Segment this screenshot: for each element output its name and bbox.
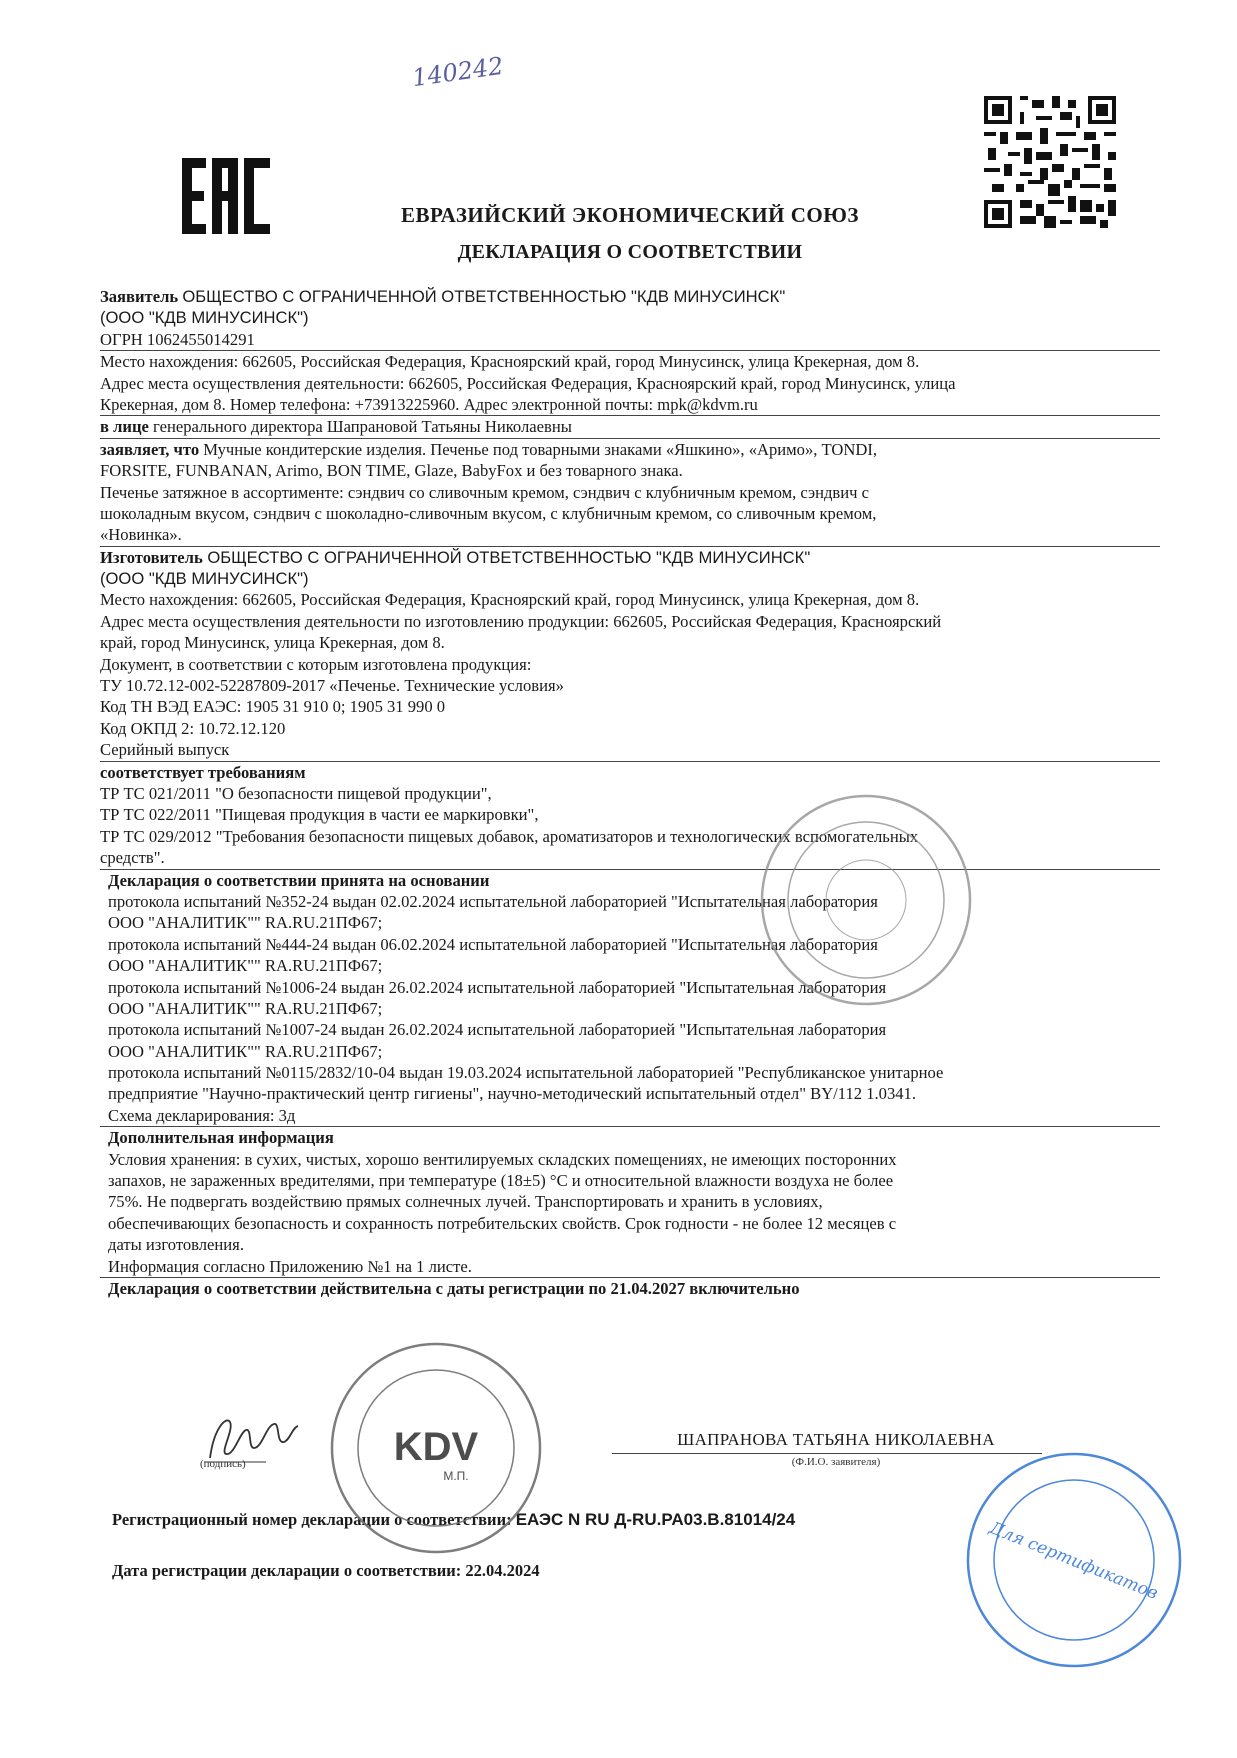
manufacturer-short: (ООО "КДВ МИНУСИНСК") — [100, 569, 309, 589]
certification-stamp-icon — [756, 790, 976, 1010]
applicant-ogrn: ОГРН 1062455014291 — [100, 329, 1160, 351]
basis-line-6: ООО "АНАЛИТИК"" RA.RU.21ПФ67; — [108, 998, 383, 1018]
name-caption: (Ф.И.О. заявителя) — [791, 1456, 881, 1468]
manufacturer-line — [100, 547, 1160, 568]
kdv-seal-icon — [326, 1338, 546, 1558]
registration-number: ЕАЭС N RU Д-RU.PA03.B.81014/24 — [515, 1510, 796, 1529]
applicant-short: (ООО "КДВ МИНУСИНСК") — [100, 308, 309, 328]
manufacturer-line-6: Код ТН ВЭД ЕАЭС: 1905 31 910 0; 1905 31 990 0 — [100, 697, 446, 717]
applicant-person — [100, 416, 1160, 438]
basis-label: Декларация о соответствии принята на основании — [108, 870, 490, 890]
conforms-label: соответствует требованиям — [100, 762, 306, 782]
person-name: генерального директора Шапрановой Татьяны Николаевны — [148, 417, 572, 437]
conforms-line-2: ТР ТС 022/2011 "Пищевая продукция в части ее маркировки", — [100, 805, 539, 825]
registration-date-line — [112, 1561, 540, 1581]
manufacturer-name: ОБЩЕСТВО С ОГРАНИЧЕННОЙ ОТВЕТСТВЕННОСТЬЮ "КДВ МИНУСИНСК" — [202, 547, 811, 567]
basis-scheme: Схема декларирования: 3д — [100, 1105, 1160, 1127]
additional-line-3: 75%. Не подвергать воздействию прямых солнечных лучей. Транспортировать и хранить в условиях, — [108, 1192, 823, 1212]
declaration-body — [100, 286, 1160, 1299]
declares-line-5: «Новинка». — [100, 524, 1160, 546]
additional-line-1: Условия хранения: в сухих, чистых, хорошо вентилируемых складских помещениях, не имеющих посторонних — [108, 1149, 897, 1169]
conforms-line-3: ТР ТС 029/2012 "Требования безопасности пищевых добавок, ароматизаторов и технологических вспомогательных — [100, 826, 919, 846]
additional-label: Дополнительная информация — [108, 1128, 334, 1148]
basis-line-8: ООО "АНАЛИТИК"" RA.RU.21ПФ67; — [108, 1041, 383, 1061]
basis-line-9: протокола испытаний №0115/2832/10-04 выдан 19.03.2024 испытательной лабораторией "Республиканское унитарное — [108, 1063, 944, 1083]
manufacturer-line-5: ТУ 10.72.12-002-52287809-2017 «Печенье. Технические условия» — [100, 676, 564, 696]
blue-stamp-center: Для сертификатов — [986, 1518, 1161, 1604]
additional-line-4: обеспечивающих безопасность и сохранность потребительских свойств. Срок годности - не более 12 месяцев с — [108, 1213, 897, 1233]
registration-date: 22.04.2024 — [465, 1561, 540, 1580]
declares-label: заявляет, что — [100, 439, 200, 459]
basis-line-7: протокола испытаний №1007-24 выдан 26.02.2024 испытательной лабораторией "Испытательная лаборатория — [108, 1020, 887, 1040]
declares-line-3: Печенье затяжное в ассортименте: сэндвич со сливочным кремом, сэндвич с клубничным кремом, сэндвич с — [100, 482, 869, 502]
applicant-address-1: Место нахождения: 662605, Российская Федерация, Красноярский край, город Минусинск, улица Крекерная, дом 8. — [100, 352, 920, 372]
additional-line-2: запахов, не зараженных вредителями, при температуре (18±5) °С и относительной влажности воздуха не более — [108, 1171, 894, 1191]
basis-line-2: ООО "АНАЛИТИК"" RA.RU.21ПФ67; — [108, 913, 383, 933]
eac-logo-icon — [182, 158, 270, 234]
manufacturer-line-1: Место нахождения: 662605, Российская Федерация, Красноярский край, город Минусинск, улица Крекерная, дом 8. — [100, 590, 920, 610]
manufacturer-line-8: Серийный выпуск — [100, 739, 1160, 761]
blue-certification-stamp-icon — [962, 1448, 1186, 1672]
validity-line: Декларация о соответствии действительна с даты регистрации по 21.04.2027 включительно — [108, 1278, 800, 1298]
basis-line-10: предприятие "Научно-практический центр гигиены", научно-методический испытательный отдел" BY/112 1.0341. — [108, 1084, 916, 1104]
declares-line-4: шоколадным вкусом, сэндвич с шоколадно-сливочным вкусом, с клубничным кремом, со сливочным кремом, — [100, 503, 877, 523]
document-title: ДЕКЛАРАЦИЯ О СООТВЕТСТВИИ — [457, 241, 803, 263]
manufacturer-line-7: Код ОКПД 2: 10.72.12.120 — [100, 718, 286, 738]
registration-number-label: Регистрационный номер декларации о соответствии: — [112, 1510, 516, 1529]
declares-line-1 — [100, 439, 1160, 460]
conforms-line-1: ТР ТС 021/2011 "О безопасности пищевой продукции", — [100, 783, 492, 803]
applicant-label: Заявитель — [100, 287, 179, 306]
declares-line-2: FORSITE, FUNBANAN, Arimo, BON TIME, Glaze, BabyFox и без товарного знака. — [100, 461, 683, 481]
manufacturer-label: Изготовитель — [100, 547, 203, 567]
basis-line-5: протокола испытаний №1006-24 выдан 26.02.2024 испытательной лабораторией "Испытательная лаборатория — [108, 977, 887, 997]
applicant-line — [100, 286, 1160, 307]
union-title: ЕВРАЗИЙСКИЙ ЭКОНОМИЧЕСКИЙ СОЮЗ — [401, 203, 859, 227]
conforms-line-4: средств". — [100, 847, 1160, 869]
kdv-seal-logo: KDV — [393, 1425, 479, 1469]
declares-text-1: Мучные кондитерские изделия. Печенье под товарными знаками «Яшкино», «Аримо», TONDI, — [199, 439, 878, 459]
basis-line-4: ООО "АНАЛИТИК"" RA.RU.21ПФ67; — [108, 956, 383, 976]
manufacturer-line-3: край, город Минусинск, улица Крекерная, дом 8. — [100, 633, 445, 653]
seal-mp: М.П. — [443, 1469, 469, 1483]
manufacturer-line-4: Документ, в соответствии с которым изготовлена продукция: — [100, 654, 532, 674]
registration-date-label: Дата регистрации декларации о соответствии: — [112, 1561, 466, 1580]
manufacturer-line-2: Адрес места осуществления деятельности по изготовлению продукции: 662605, Российская Федерация, Красноярский — [100, 611, 942, 631]
handwritten-number: 140242 — [410, 51, 506, 93]
basis-line-1: протокола испытаний №352-24 выдан 02.02.2024 испытательной лабораторией "Испытательная лаборатория — [108, 891, 878, 911]
qr-code-icon — [984, 96, 1116, 228]
applicant-address-2: Адрес места осуществления деятельности: 662605, Российская Федерация, Красноярский край, город Минусинск, улица — [100, 373, 956, 393]
applicant-fullname: ШАПРАНОВА ТАТЬЯНА НИКОЛАЕВНА — [677, 1430, 995, 1449]
additional-line-5: даты изготовления. — [108, 1235, 244, 1255]
signature-caption: (подпись) — [200, 1458, 246, 1470]
applicant-address-3: Крекерная, дом 8. Номер телефона: +73913225960. Адрес электронной почты: mpk@kdvm.ru — [100, 394, 1160, 416]
additional-line-6: Информация согласно Приложению №1 на 1 листе. — [100, 1256, 1160, 1278]
applicant-name: ОБЩЕСТВО С ОГРАНИЧЕННОЙ ОТВЕТСТВЕННОСТЬЮ "КДВ МИНУСИНСК" — [182, 287, 786, 306]
basis-line-3: протокола испытаний №444-24 выдан 06.02.2024 испытательной лабораторией "Испытательная лаборатория — [108, 934, 878, 954]
person-label: в лице — [100, 417, 149, 437]
